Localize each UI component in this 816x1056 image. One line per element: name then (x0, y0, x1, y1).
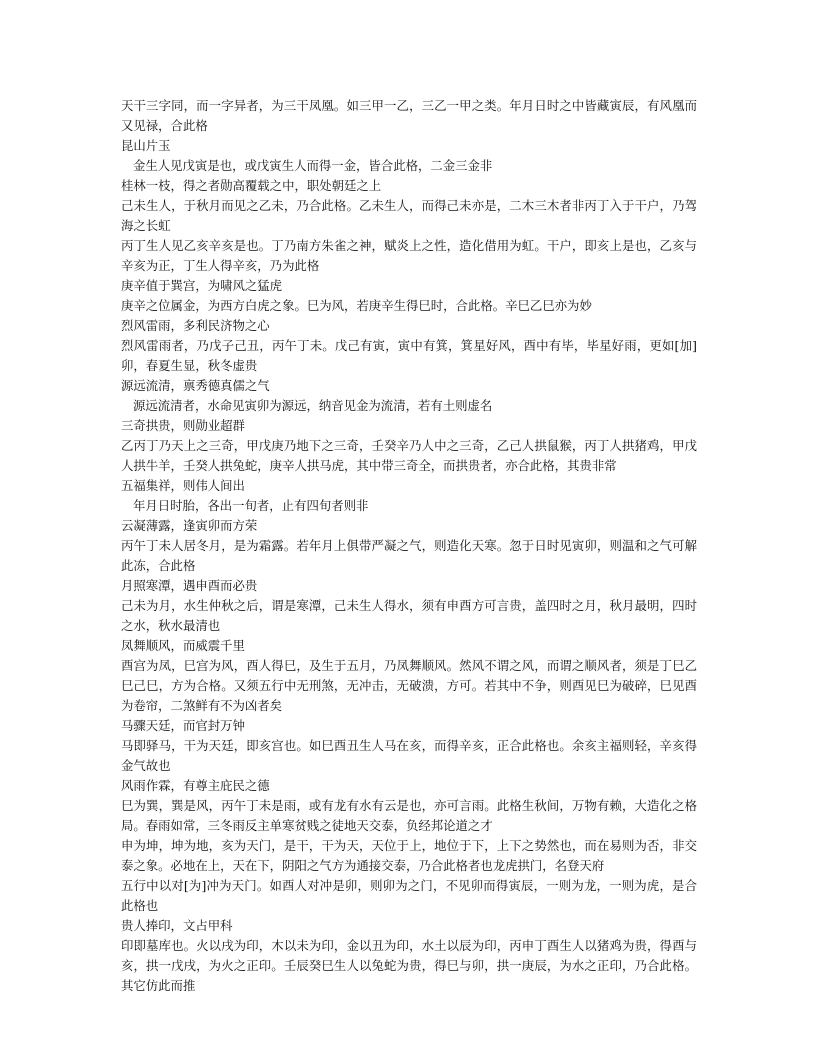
section-heading: 庚辛值于巽宫，为啸风之猛虎 (121, 278, 283, 293)
paragraph: 源远流清者，水命见寅卯为源远，纳音见金为流清，若有土则虚名 (133, 398, 493, 413)
paragraph: 乙丙丁乃天上之三奇，甲戊庚乃地下之三奇，壬癸辛乃人中之三奇，乙己人拱鼠猴，丙丁人拱猪鸡，甲戊人拱牛羊，壬癸人拱兔蛇，庚辛人拱马虎，其中带三奇全，而拱贵者，亦合此格，其贵非常 (121, 438, 697, 473)
section-heading: 昆山片玉 (121, 138, 171, 153)
paragraph: 丙丁生人见乙亥辛亥是也。丁乃南方朱雀之神，赋炎上之性，造化借用为虹。干户，即亥上是也，乙亥与辛亥为正，丁生人得辛亥，乃为此格 (121, 238, 697, 273)
section-heading: 马骤天廷，而官封万钟 (121, 718, 245, 733)
paragraph: 金生人见戊寅是也，或戊寅生人而得一金，皆合此格，二金三金非 (133, 158, 493, 173)
document-page (121, 96, 697, 996)
paragraph: 庚辛之位属金，为西方白虎之象。巳为风，若庚辛生得巳时，合此格。辛巳乙巳亦为妙 (121, 298, 592, 313)
section-heading: 五福集祥，则伟人间出 (121, 478, 245, 493)
section-heading: 三奇拱贵，则勋业超群 (121, 418, 245, 433)
section-heading: 云凝薄露，逢寅卯而方荣 (121, 518, 258, 533)
section-heading: 风雨作霖，有尊主庇民之德 (121, 778, 270, 793)
paragraph: 年月日时胎，各出一旬者，止有四旬者则非 (133, 498, 369, 513)
paragraph: 申为坤，坤为地，亥为天门，是干，干为天，天位于上，地位于下，上下之势然也，而在易则为否，非交泰之象。必地在上，天在下，阴阳之气方为通接交泰，乃合此格者也龙虎拱门，名登天府 (121, 838, 697, 873)
paragraph: 马即驿马，干为天廷，即亥宫也。如巳酉丑生人马在亥，而得辛亥，正合此格也。余亥主福则轻，辛亥得金气故也 (121, 738, 697, 773)
paragraph: 己未生人，于秋月而见之乙未，乃合此格。乙未生人，而得己未亦是，二木三木者非丙丁入于干户，乃驾海之长虹 (121, 198, 697, 233)
section-heading: 源远流清，禀秀德真儒之气 (121, 378, 270, 393)
section-heading: 凤舞顺风，而威震千里 (121, 638, 245, 653)
paragraph: 烈风雷雨者，乃戊子己丑，丙午丁未。戊己有寅，寅中有箕，箕星好风，酉中有毕，毕星好雨，更如[加]卯，春夏生显，秋冬虚贵 (121, 338, 697, 373)
paragraph: 五行中以对[为]冲为天门。如酉人对冲是卯，则卯为之门，不见卯而得寅辰，一则为龙，一则为虎，是合此格也 (121, 878, 697, 913)
section-heading: 贵人捧印，文占甲科 (121, 918, 233, 933)
paragraph: 印即墓库也。火以戌为印，木以未为印，金以丑为印，水土以辰为印，丙申丁酉生人以猪鸡为贵，得酉与亥，拱一戊戌，为火之正印。壬辰癸巳生人以兔蛇为贵，得巳与卯，拱一庚辰，为水之正印，乃合此格。其它仿此而推 (121, 938, 697, 993)
section-heading: 烈风雷雨，多利民济物之心 (121, 318, 270, 333)
paragraph: 天干三字同，而一字异者，为三干凤凰。如三甲一乙，三乙一甲之类。年月日时之中皆藏寅辰，有风凰而又见禄，合此格 (121, 98, 697, 133)
section-heading: 桂林一枝，得之者勋高覆载之中，职处朝廷之上 (121, 178, 382, 193)
paragraph: 己未为月，水生仲秋之后，谓是寒潭，己未生人得水，须有申酉方可言贵，盖四时之月，秋月最明，四时之水，秋水最清也 (121, 598, 697, 633)
paragraph: 丙午丁未人居冬月，是为霜露。若年月上俱带严凝之气，则造化天寒。忽于日时见寅卯，则温和之气可解此冻，合此格 (121, 538, 697, 573)
paragraph: 巳为巽，巽是风，丙午丁未是雨，或有龙有水有云是也，亦可言雨。此格生秋间，万物有赖，大造化之格局。春雨如常，三冬雨反主单寒贫贱之徒地天交泰，负经邦论道之才 (121, 798, 697, 833)
section-heading: 月照寒潭，遇申酉而必贵 (121, 578, 258, 593)
paragraph: 酉宫为凤，巳宫为风，酉人得巳，及生于五月，乃凤舞顺风。然风不谓之风，而谓之顺风者，须是丁巳乙巳己巳，方为合格。又须五行中无刑煞，无冲击，无破溃，方可。若其中不争，则酉见巳为破碎，巳见酉为卷帘，二煞鲜有不为凶者矣 (121, 658, 697, 713)
